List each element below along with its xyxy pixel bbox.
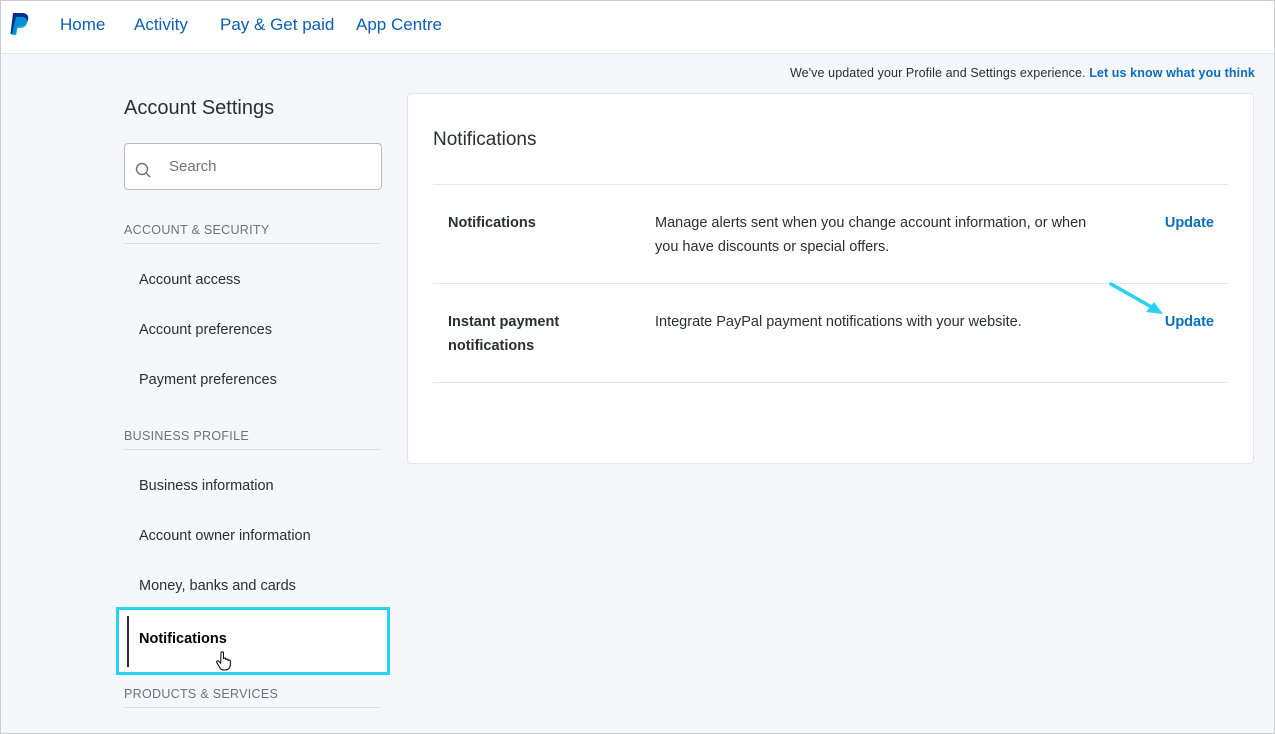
sidebar-title: Account Settings [124, 97, 275, 119]
top-navigation [1, 1, 1274, 54]
paypal-logo-icon[interactable] [8, 12, 30, 36]
sidebar-item-account-preferences[interactable]: Account preferences [139, 322, 272, 338]
sidebar-item-business-information[interactable]: Business information [139, 478, 274, 494]
search-icon [135, 162, 151, 178]
section-heading-account-security: ACCOUNT & SECURITY [124, 223, 380, 244]
row-description-instant-payment-notifications: Integrate PayPal payment notifications with your website. [655, 314, 1022, 330]
sidebar-item-account-owner-information[interactable]: Account owner information [139, 528, 311, 544]
nav-pay-get-paid[interactable]: Pay & Get paid [220, 15, 335, 34]
update-notice [790, 66, 1255, 80]
update-notifications-button[interactable]: Update [1164, 215, 1214, 231]
sidebar-item-account-access[interactable]: Account access [139, 272, 241, 288]
section-heading-products-services: PRODUCTS & SERVICES [124, 687, 380, 708]
row-label-instant-payment-notifications: Instant payment notifications [448, 314, 560, 354]
sidebar-item-notifications[interactable] [116, 607, 390, 675]
sidebar-item-payment-preferences[interactable]: Payment preferences [139, 372, 277, 388]
nav-activity[interactable]: Activity [134, 15, 188, 34]
pointer-arrow-icon [1108, 281, 1168, 321]
page-title: Notifications [433, 129, 537, 150]
active-indicator [127, 616, 129, 667]
section-heading-business-profile: BUSINESS PROFILE [124, 429, 380, 450]
feedback-link[interactable]: Let us know what you think [1089, 66, 1255, 80]
sidebar-item-label: Notifications [139, 631, 227, 647]
row-label-notifications: Notifications [448, 215, 536, 231]
search-input[interactable] [169, 144, 374, 189]
update-instant-payment-notifications-button[interactable]: Update [1164, 314, 1214, 330]
divider [433, 184, 1228, 185]
notice-text: We've updated your Profile and Settings experience. [789, 66, 1086, 80]
row-description-notifications: Manage alerts sent when you change account information, or when you have discounts or special offers. [655, 215, 1087, 255]
hand-cursor-icon [216, 651, 232, 671]
divider [433, 382, 1228, 383]
nav-home[interactable]: Home [60, 15, 106, 34]
nav-app-centre[interactable]: App Centre [356, 15, 442, 34]
sidebar-item-money-banks-cards[interactable]: Money, banks and cards [139, 578, 296, 594]
search-box[interactable] [124, 143, 382, 190]
notifications-card [407, 93, 1254, 464]
